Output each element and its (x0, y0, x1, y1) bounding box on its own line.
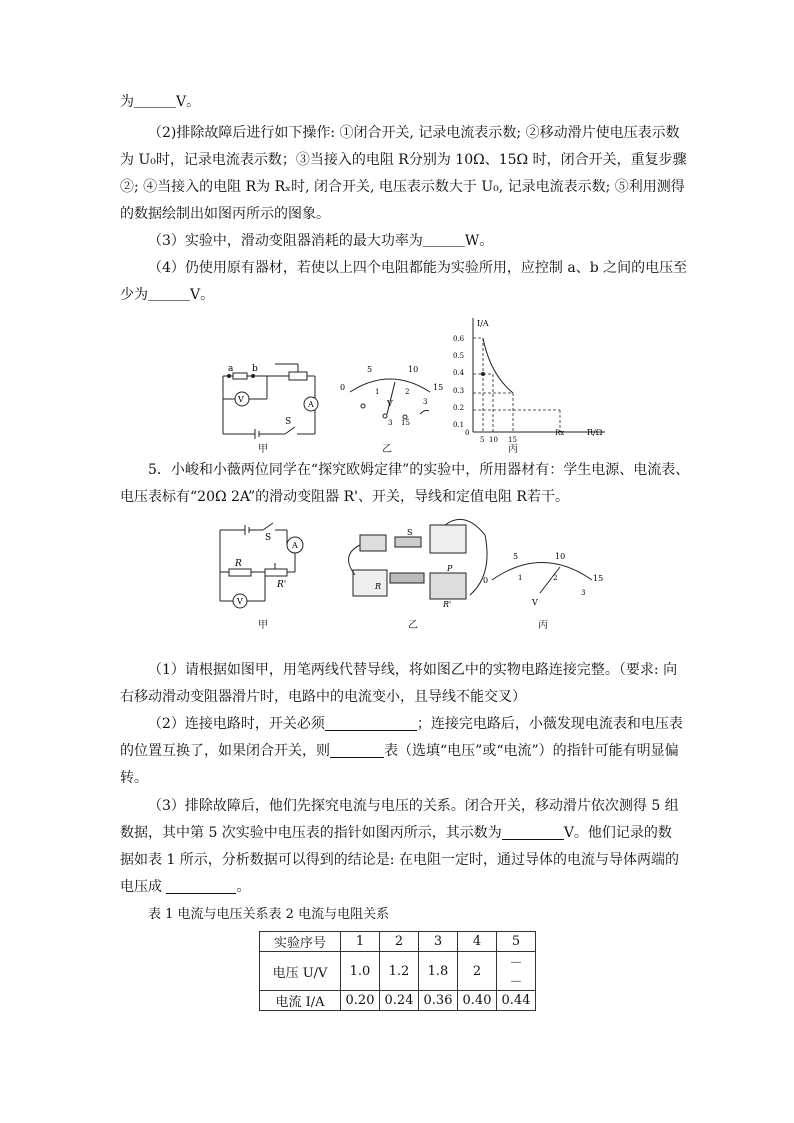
table-cell: 1.8 (419, 952, 458, 991)
meter2-tick-1: 1 (518, 574, 523, 582)
figure-1-group (215, 314, 615, 454)
meter1-tick-0: 0 (340, 383, 346, 392)
text-line-2: （2)排除故障后进行如下操作: ①闭合开关, 记录电流表示数; ②移动滑片使电压表示数 (148, 125, 680, 141)
meter2-tick-3: 3 (581, 589, 586, 597)
meter2-tick-15: 15 (593, 574, 604, 583)
text-line-9: 5．小峻和小薇两位同学在“探究欧姆定律”的实验中，所用器材有：学生电源、电流表、 (148, 462, 690, 478)
graph-xlabel: R/Ω (587, 428, 603, 437)
text-line-16: （3）排除故障后，他们先探究电流与电压的关系。闭合开关，移动滑片依次测得 5 组 (148, 798, 679, 814)
graph-y-0.4: 0.4 (453, 369, 465, 377)
text-line-8: 少为＿＿＿V。 (120, 287, 215, 303)
meter1-tick-1: 1 (375, 388, 380, 396)
graph-x-0: 0 (465, 429, 470, 437)
meter1-unit: V (387, 399, 393, 408)
graph-ylabel: I/A (477, 319, 489, 328)
table-cell: 0.44 (497, 991, 536, 1011)
meter2-tick-10: 10 (555, 552, 566, 561)
text-line-17-b: V。他们记录的数 (563, 825, 672, 841)
circuit-jia-2 (220, 523, 303, 608)
table-cell: 2 (380, 932, 419, 952)
answer-blank-voltage[interactable] (502, 824, 564, 840)
table-cell: 1 (341, 932, 380, 952)
text-line-15: 转。 (120, 770, 148, 786)
table-cell: 0.20 (341, 991, 380, 1011)
table-caption: 表 1 电流与电压关系表 2 电流与电阻关系 (148, 907, 390, 922)
answer-blank-switch[interactable] (325, 715, 417, 731)
graph-bing-1 (473, 318, 605, 432)
text-line-3: 为 U₀时，记录电流表示数；③当接入的电阻 R分别为 10Ω、15Ω 时，闭合开关，重复步骤 (120, 152, 687, 168)
fig2-voltmeter-label: V (237, 597, 243, 606)
text-line-13 (148, 714, 683, 734)
graph-x-10: 10 (489, 436, 498, 444)
text-line-17-a: 数据，其中第 5 次实验中电压表的指针如图丙所示，其示数为 (120, 825, 502, 841)
table-cell: － － (497, 952, 536, 991)
label-a: a (228, 364, 234, 374)
text-line-14-b: 表（选填“电压”或“电流”）的指针可能有明显偏 (384, 743, 679, 759)
yi-rheostat-label: R' (443, 600, 452, 609)
meter1-tick-15: 15 (433, 383, 444, 392)
table-row-trial (260, 932, 536, 952)
yi-slider-label: P (447, 564, 453, 573)
table-cell: 0.40 (458, 991, 497, 1011)
table-cell: 实验序号 (260, 932, 341, 952)
table-cell: 3 (419, 932, 458, 952)
voltmeter-label: V (238, 395, 244, 404)
table-cell: 电压 U/V (260, 952, 341, 991)
text-line-7: （4）仍使用原有器材，若使以上四个电阻都能为实验所用，应控制 a、b 之间的电压至 (148, 260, 688, 276)
text-line-12: 右移动滑动变阻器滑片时，电路中的电流变小，且导线不能交叉） (120, 689, 526, 705)
switch-label: S (285, 417, 292, 427)
table-cell: 0.24 (380, 991, 419, 1011)
meter1-terminal-15: 15 (401, 419, 410, 427)
meter-bing-2 (492, 563, 592, 594)
fig2-caption-yi: 乙 (408, 620, 418, 631)
table-cell: 4 (458, 932, 497, 952)
graph-y-0.1: 0.1 (453, 421, 465, 429)
table-cell: 5 (497, 932, 536, 952)
meter1-tick-5: 5 (367, 365, 373, 374)
text-line-17 (120, 823, 672, 843)
text-line-6: （3）实验中，滑动变阻器消耗的最大功率为＿＿＿W。 (148, 233, 494, 249)
fig2-rheostat-label: R' (277, 580, 287, 590)
data-table (259, 931, 536, 1011)
text-line-5: 的数据绘制出如图丙所示的图象。 (120, 206, 330, 222)
text-line-4: ②; ④当接入的电阻 R为 Rₓ时, 闭合开关, 电压表示数大于 U₀, 记录电流表示数; ⑤利用测得 (120, 179, 685, 195)
table-cell: 1.2 (380, 952, 419, 991)
table-cell: 2 (458, 952, 497, 991)
graph-x-rx: Rx (555, 429, 565, 437)
table-row-voltage (260, 952, 536, 991)
table-cell: 1.0 (341, 952, 380, 991)
text-line-19 (120, 877, 250, 897)
fig2-caption-jia: 甲 (258, 620, 268, 631)
meter1-terminal-3: 3 (388, 419, 393, 427)
graph-x-5: 5 (480, 436, 485, 444)
text-line-13-b: ；连接完电路后，小薇发现电流表和电压表 (416, 716, 683, 732)
graph-y-0.2: 0.2 (453, 404, 465, 412)
fig1-caption-bing: 丙 (508, 444, 518, 455)
label-b: b (252, 364, 258, 374)
text-line-19-a: 电压成 (120, 879, 162, 895)
text-line-10: 电压表标有“20Ω 2A”的滑动变阻器 R'、开关，导线和定值电阻 R若干。 (120, 489, 569, 505)
text-line-14-a: 的位置互换了，如果闭合开关，则 (120, 743, 330, 759)
text-line-1: 为＿＿＿V。 (120, 94, 201, 110)
meter1-tick-2: 2 (405, 388, 410, 396)
meter2-tick-5: 5 (513, 552, 519, 561)
answer-blank-conclusion[interactable] (166, 878, 236, 894)
meter1-tick-3: 3 (423, 398, 428, 406)
meter1-tick-10: 10 (408, 365, 419, 374)
text-line-11: （1）请根据如图甲，用笔两线代替导线，将如图乙中的实物电路连接完整。（要求: 向 (148, 662, 678, 678)
figure-2-group (215, 515, 615, 631)
text-line-18: 据如表 1 所示，分析数据可以得到的结论是: 在电阻一定时，通过导体的电流与导体两端的 (120, 852, 679, 868)
meter2-unit: V (532, 598, 538, 607)
meter2-tick-0: 0 (483, 576, 489, 585)
answer-blank-meter[interactable] (330, 742, 384, 758)
graph-x-15: 15 (508, 436, 517, 444)
graph-y-0.5: 0.5 (453, 352, 465, 360)
meter2-tick-2: 2 (553, 574, 558, 582)
graph-y-0.6: 0.6 (453, 335, 465, 343)
table-row-current (260, 991, 536, 1011)
graph-y-0.3: 0.3 (453, 387, 465, 395)
figure-2-svg (215, 515, 615, 620)
ammeter-label: A (308, 400, 314, 409)
fig1-caption-jia: 甲 (258, 444, 268, 455)
fig2-ammeter-label: A (292, 541, 298, 550)
text-line-13-a: （2）连接电路时，开关必须 (148, 716, 325, 732)
table-cell: 电流 I/A (260, 991, 341, 1011)
text-line-14 (120, 741, 679, 761)
text-line-19-b: 。 (236, 879, 251, 895)
yi-switch-label: S (407, 528, 413, 537)
fig2-caption-bing: 丙 (538, 620, 548, 631)
figure-1-svg (215, 314, 615, 454)
apparatus-yi (349, 519, 487, 599)
fig1-caption-yi: 乙 (382, 444, 392, 455)
fig2-switch-label: S (265, 533, 272, 543)
fig2-resistor-label: R (235, 559, 242, 569)
yi-resistor-label: R (375, 582, 382, 591)
table-cell: 0.36 (419, 991, 458, 1011)
